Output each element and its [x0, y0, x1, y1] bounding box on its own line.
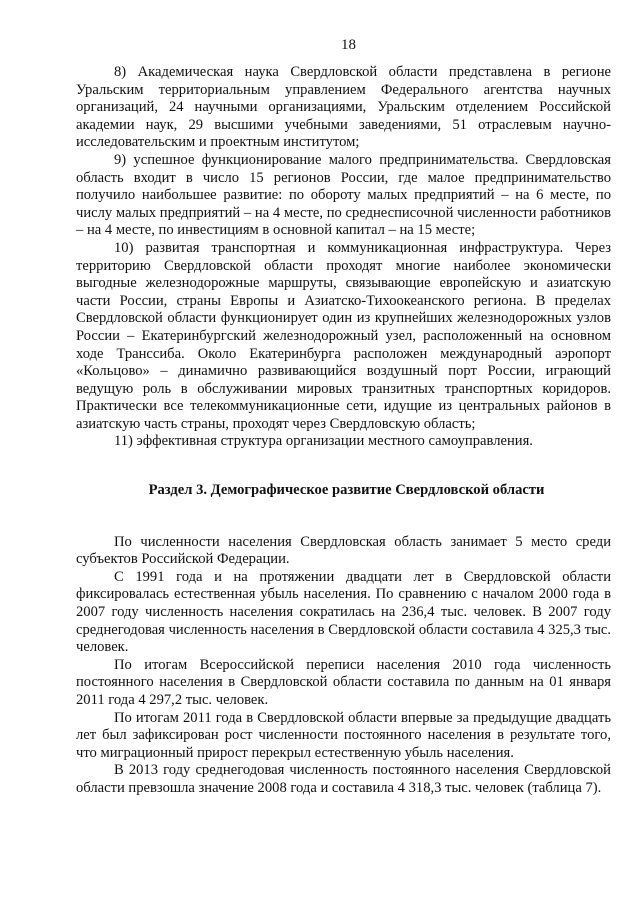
- list-item-8: 8) Академическая наука Свердловской области представлена в регионе Уральским территориальным управлением Федерального агентства научных организаций, 24 научными организациями, Уральским отделением Российской академии наук, 29 высшими учебными заведениями, 51 отраслевым научно-исследовательским и проектным институтом;: [76, 64, 611, 151]
- list-item-11: 11) эффективная структура организации местного самоуправления.: [114, 433, 533, 450]
- paragraph-growth-2011: По итогам 2011 года в Свердловской области впервые за предыдущие двадцать лет был зафиксирован рост численности постоянного населения в результате того, что миграционный прирост перекрыл естественную убыль населения.: [76, 709, 611, 761]
- list-item-10: 10) развитая транспортная и коммуникационная инфраструктура. Через территорию Свердловской области проходят многие наиболее экономически выгодные железнодорожные маршруты, связывающие европейскую и азиатскую части России, страны Европы и Азиатско-Тихоокеанского региона. В пределах Свердловской области функционирует один из крупнейших железнодорожных узлов России – Екатеринбургский железнодорожный узел, расположенный на основном ходе Транссиба. Около Екатеринбурга расположен международный аэропорт «Кольцово» – динамично развивающийся воздушный порт России, играющий ведущую роль в обслуживании мировых транзитных транспортных коридоров. Практически все телекоммуникационные сети, идущие из центральных районов в азиатскую часть страны, проходят через Свердловскую область;: [76, 239, 611, 432]
- spacer: [76, 451, 611, 468]
- list-item-9: 9) успешное функционирование малого предпринимательства. Свердловская область входит в число 15 регионов России, где малое предпринимательство получило наибольшее развитие: по обороту малых предприятий – на 6 месте, по числу малых предприятий – на 4 месте, по среднесписочной численности работников – на 4 месте, по инвестициям в основной капитал – на 15 месте;: [76, 151, 611, 239]
- section-heading: Раздел 3. Демографическое развитие Свердловской области: [148, 482, 545, 499]
- paragraph-census-2010: По итогам Всероссийской переписи населения 2010 года численность постоянного населения в Свердловской области составила по данным на 01 января 2011 года 4 297,2 тыс. человек.: [76, 656, 611, 708]
- paragraph-population-rank: По численности населения Свердловская область занимает 5 место среди субъектов Российской Федерации.: [76, 533, 611, 568]
- page-number: 18: [341, 37, 356, 53]
- spacer: [76, 517, 611, 534]
- paragraph-natural-decline: С 1991 года и на протяжении двадцати лет в Свердловской области фиксировалась естественная убыль населения. По сравнению с началом 2000 года в 2007 году численность населения сократилась на 236,4 тыс. человек. В 2007 году среднегодовая численность населения в Свердловской области составила 4 325,3 тыс. человек.: [76, 568, 611, 656]
- paragraph-population-2013: В 2013 году среднегодовая численность постоянного населения Свердловской области превзошла значение 2008 года и составила 4 318,3 тыс. человек (таблица 7).: [76, 762, 611, 796]
